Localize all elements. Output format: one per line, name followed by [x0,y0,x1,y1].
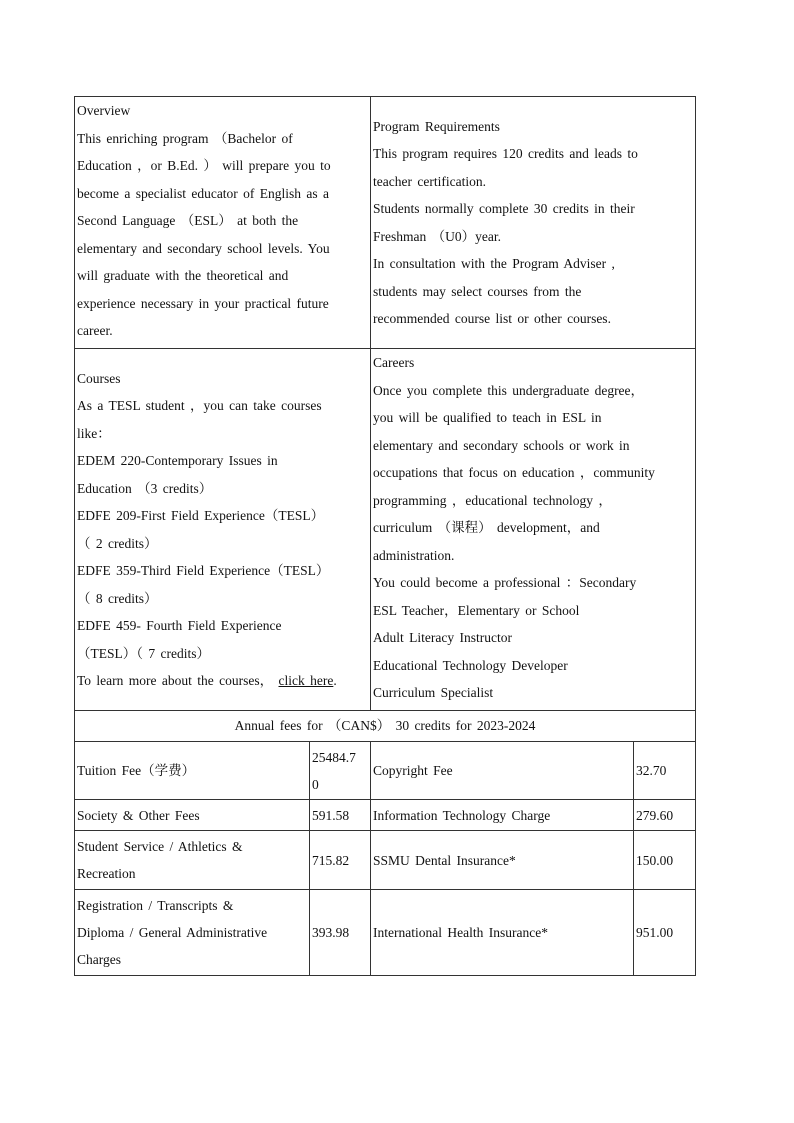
requirements-line: This program requires 120 credits and leads to [373,146,638,161]
fee-label: Copyright Fee [371,742,634,800]
course-item: （ 8 credits） [77,590,158,606]
careers-heading: Careers [373,355,415,370]
overview-line: experience necessary in your practical future [77,295,329,311]
fee-label: SSMU Dental Insurance* [371,831,634,890]
careers-line: curriculum （课程） development，and [373,520,600,535]
fee-value: 32.70 [634,742,696,800]
fee-value [310,890,371,976]
careers-line: You could become a professional ：Secondary [373,575,637,590]
course-item: （ 2 credits） [77,535,158,551]
courses-cell [75,349,371,711]
fee-value: 150.00 [634,831,696,890]
careers-cell [371,349,696,711]
fee-label [75,831,310,890]
overview-line: elementary and secondary school levels. You [77,240,330,256]
careers-line: Educational Technology Developer [373,657,568,673]
course-item: EDFE 459- Fourth Field Experience [77,618,282,633]
courses-heading: Courses [77,370,121,386]
fee-label-line: Charges [77,952,121,967]
requirements-line: Students normally complete 30 credits in their [373,201,635,216]
careers-line: you will be qualified to teach in ESL in [373,410,602,425]
fee-label-line: Recreation [77,866,136,881]
course-item: （TESL）（ 7 credits） [77,645,210,661]
fee-label-line: Society & Other Fees [77,807,200,823]
fee-label [75,890,310,976]
fee-label [75,742,310,800]
course-item: EDEM 220-Contemporary Issues in [77,453,278,468]
careers-line: Curriculum Specialist [373,685,494,700]
requirements-line: Freshman （U0）year. [373,228,501,244]
learn-more-period: . [333,673,337,688]
requirements-line: In consultation with the Program Adviser , [373,256,615,271]
click-here-link[interactable]: click here [278,673,334,688]
fee-label-line: Registration / Transcripts & [77,898,234,913]
fee-label: Information Technology Charge [371,800,634,831]
course-item: EDFE 359-Third Field Experience（TESL） [77,563,330,578]
overview-line: This enriching program （Bachelor of [77,130,293,146]
careers-line: occupations that focus on education ，community [373,465,655,480]
fee-value: 951.00 [634,890,696,976]
fee-value-line: 393.98 [312,925,350,940]
fee-value-line: 591.58 [312,807,350,823]
overview-line: will graduate with the theoretical and [77,268,289,283]
careers-line: programming ，educational technology ， [373,492,612,508]
courses-line: As a TESL student ，you can take courses [77,398,322,413]
fee-value-line: 25484.7 [312,749,356,765]
program-table [74,96,696,976]
fee-label [75,800,310,831]
overview-heading: Overview [77,103,131,118]
overview-line: Second Language （ESL） at both the [77,213,299,228]
requirements-line: students may select courses from the [373,283,582,299]
fees-title: Annual fees for （CAN$） 30 credits for 2023-2024 [75,711,696,742]
fee-value-line: 0 [312,776,319,792]
requirements-heading: Program Requirements [373,118,500,134]
requirements-cell [371,97,696,349]
fee-value: 279.60 [634,800,696,831]
learn-more-text: To learn more about the courses， [77,673,279,688]
overview-cell [75,97,371,349]
course-item: Education （3 credits） [77,480,213,496]
fee-value [310,742,371,800]
courses-line: like： [77,425,111,441]
careers-line: Once you complete this undergraduate degree， [373,382,645,398]
courses-learn-more [77,667,368,695]
course-item: EDFE 209-First Field Experience（TESL） [77,508,325,523]
fee-label-line: Diploma / General Administrative [77,925,268,940]
requirements-line: recommended course list or other courses. [373,311,611,326]
fee-label-line: Tuition Fee（学费） [77,763,196,778]
requirements-line: teacher certification. [373,173,486,189]
overview-line: career. [77,323,113,338]
overview-line: become a specialist educator of English as a [77,185,330,201]
fee-value [310,831,371,890]
overview-line: Education ，or B.Ed. ） will prepare you to [77,158,331,173]
fee-label: International Health Insurance* [371,890,634,976]
fee-value-line: 715.82 [312,852,350,868]
program-info-sheet [74,96,695,976]
careers-line: elementary and secondary schools or work in [373,437,630,453]
careers-line: administration. [373,547,455,563]
careers-line: Adult Literacy Instructor [373,630,512,645]
careers-line: ESL Teacher，Elementary or School [373,602,580,618]
fee-label-line: Student Service / Athletics & [77,839,243,854]
fee-value [310,800,371,831]
